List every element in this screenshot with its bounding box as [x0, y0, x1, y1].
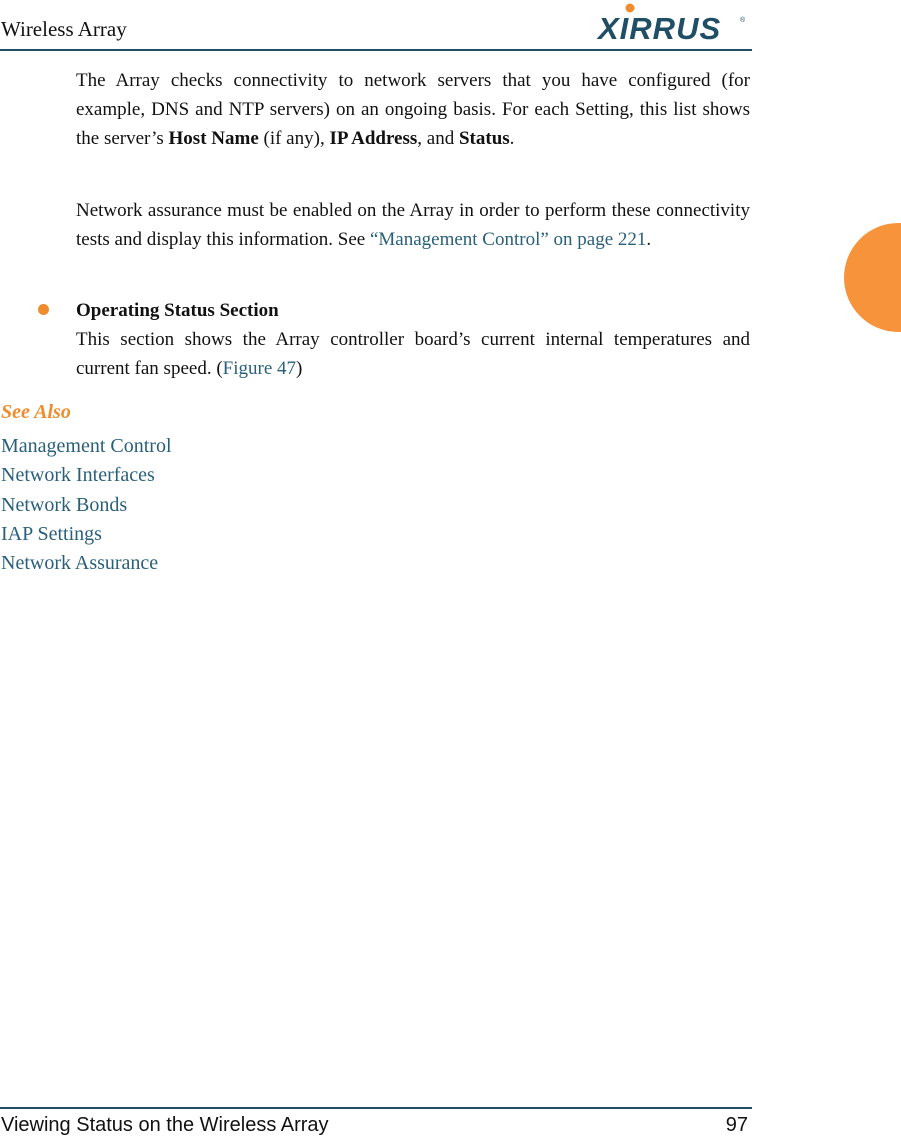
see-also-link-iap-settings[interactable]: IAP Settings — [1, 522, 102, 545]
see-also-link-network-bonds[interactable]: Network Bonds — [1, 493, 128, 516]
bullet-operating-status — [76, 296, 750, 383]
chapter-side-tab — [844, 223, 901, 332]
term-status: Status — [458, 128, 510, 149]
see-also-heading: See Also — [1, 401, 71, 423]
term-ip-address: IP Address — [329, 128, 418, 149]
svg-text:®: ® — [740, 17, 746, 24]
see-also-link-network-interfaces[interactable]: Network Interfaces — [1, 464, 155, 487]
see-also-list — [1, 432, 172, 578]
paragraph-network-assurance: Network assurance must be enabled on the Array in order to perform these connectivity tests and display this information. See “Management Control” on page 221. — [76, 200, 750, 250]
term-host-name: Host Name — [168, 128, 259, 149]
link-figure-47[interactable]: Figure 47 — [222, 358, 297, 379]
paragraph-connectivity: The Array checks connectivity to network servers that you have configured (for example, DNS and NTP servers) on an ongoing basis. For each Setting, this list shows the server’s Host Name (if any), IP Address, and Status. — [76, 70, 750, 149]
see-also-link-management-control[interactable]: Management Control — [1, 435, 172, 457]
xirrus-logo — [596, 2, 748, 42]
footer-rule — [0, 1107, 752, 1109]
bullet-body: This section shows the Array controller board’s current internal temperatures and current fan speed. (Figure 47) — [76, 329, 750, 379]
link-management-control-page[interactable]: “Management Control” on page 221 — [369, 229, 647, 250]
header-title: Wireless Array — [1, 17, 127, 41]
bullet-heading: Operating Status Section — [76, 300, 279, 321]
logo-text: XIRRUS — [598, 11, 722, 42]
bullet-icon — [38, 304, 49, 315]
footer-section-title: Viewing Status on the Wireless Array — [1, 1114, 329, 1136]
header-rule — [0, 49, 752, 51]
see-also-link-network-assurance[interactable]: Network Assurance — [1, 552, 159, 575]
page-number: 97 — [725, 1114, 748, 1136]
